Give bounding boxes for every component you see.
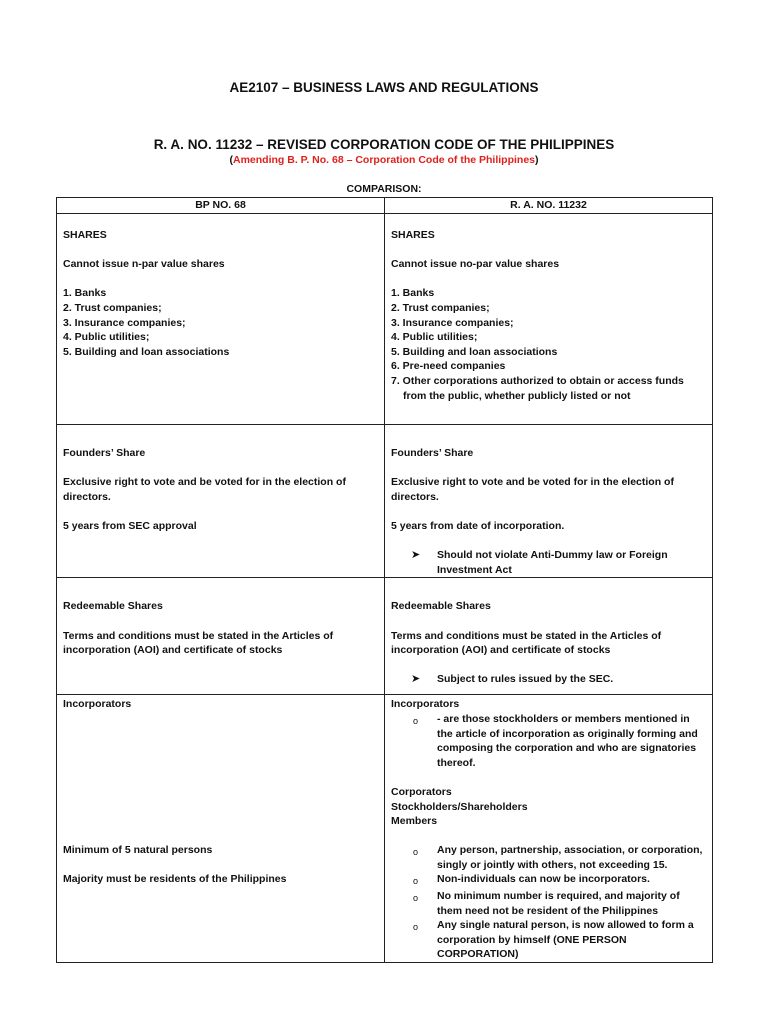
list-item: 4. Public utilities;	[391, 331, 478, 344]
redeemable-left-text: Terms and conditions must be stated in the Articles of incorporation (AOI) and certificate of stocks	[63, 629, 334, 657]
act-title: R. A. NO. 11232 – REVISED CORPORATION CODE OF THE PHILIPPINES	[153, 137, 615, 152]
founders-right-years: 5 years from date of incorporation.	[391, 519, 565, 532]
term-members: Members	[391, 815, 438, 828]
list-item-text	[437, 918, 706, 962]
founders-right-text: Exclusive right to vote and be voted for in the election of directors.	[391, 476, 674, 503]
table-header-row	[57, 198, 713, 214]
list-item: 3. Insurance companies;	[63, 316, 186, 329]
table-row-redeemable	[57, 578, 713, 695]
shares-left-heading: SHARES	[63, 229, 107, 241]
redeemable-right-bullet	[411, 672, 706, 687]
course-title: AE2107 – BUSINESS LAWS AND REGULATIONS	[229, 80, 539, 95]
list-item: 2. Trust companies;	[63, 301, 162, 314]
redeemable-left-heading: Redeemable Shares	[63, 600, 163, 613]
list-item-text: No minimum number is required, and majority of them need not be resident of the Philippines	[437, 890, 680, 917]
cell-founders-right	[385, 425, 713, 578]
incorporators-left-heading: Incorporators	[63, 698, 132, 711]
cell-founders-left	[57, 425, 385, 578]
shares-left-text: Cannot issue n-par value shares	[63, 258, 225, 271]
circle-bullet-icon: o	[413, 715, 419, 726]
table-row-incorporators	[57, 695, 713, 963]
founders-right-bullet-text: Should not violate Anti-Dummy law or Foreign Investment Act	[437, 549, 668, 576]
list-item: 5. Building and loan associations	[63, 345, 230, 358]
subtitle-open: (	[229, 154, 233, 166]
shares-left-list	[63, 286, 378, 359]
comparison-table	[56, 197, 713, 963]
comparison-label: COMPARISON:	[346, 183, 422, 195]
list-item	[413, 889, 706, 918]
subtitle-amending-text: Amending B. P. No. 68 – Corporation Code of the Philippines	[233, 154, 535, 166]
circle-bullet-icon: o	[413, 893, 419, 904]
subtitle-close: )	[535, 154, 539, 166]
incorporators-definition-text: - are those stockholders or members mentioned in the article of incorporation as originally forming and composing the corporation and who are signatories thereof.	[437, 712, 698, 769]
list-item: 6. Pre-need companies	[391, 360, 506, 373]
term-corporators: Corporators	[391, 785, 452, 798]
list-item-continuation: from the public, whether publicly listed or not	[403, 389, 631, 402]
founders-right-bullet	[411, 548, 706, 577]
cell-incorporators-right	[385, 695, 713, 963]
list-item	[413, 918, 706, 962]
redeemable-right-heading: Redeemable Shares	[391, 600, 491, 613]
incorporators-left-majority: Majority must be residents of the Philippines	[63, 873, 287, 886]
col-header-ra11232: R. A. NO. 11232	[385, 198, 713, 214]
subtitle	[0, 154, 768, 166]
founders-right-heading: Founders’ Share	[391, 447, 474, 459]
list-item: 7. Other corporations authorized to obtain or access funds	[391, 374, 684, 387]
shares-right-list	[391, 286, 706, 403]
founders-left-heading: Founders’ Share	[63, 447, 146, 459]
redeemable-right-text: Terms and conditions must be stated in the Articles of incorporation (AOI) and certificate of stocks	[391, 629, 662, 657]
table-row-shares	[57, 214, 713, 425]
redeemable-right-bullet-text: Subject to rules issued by the SEC.	[437, 673, 614, 686]
list-item: 4. Public utilities;	[63, 331, 150, 344]
cell-redeemable-right	[385, 578, 713, 695]
cell-incorporators-left	[57, 695, 385, 963]
arrow-bullet-icon: ➤	[411, 549, 421, 562]
arrow-bullet-icon: ➤	[411, 673, 421, 686]
term-stockholders: Stockholders/Shareholders	[391, 800, 528, 813]
cell-shares-right	[385, 214, 713, 425]
opc-text: Any single natural person, is now allowed to form a corporation by himself (	[437, 919, 694, 946]
list-item: 1. Banks	[391, 287, 435, 300]
circle-bullet-icon: o	[413, 922, 419, 933]
list-item-text: Non-individuals can now be incorporators.	[437, 873, 650, 886]
list-item	[413, 872, 706, 889]
opc-close: )	[514, 948, 519, 961]
circle-bullet-icon: o	[413, 847, 419, 858]
founders-left-years: 5 years from SEC approval	[63, 519, 197, 532]
list-item: 5. Building and loan associations	[391, 345, 558, 358]
shares-right-heading: SHARES	[391, 229, 435, 241]
list-item: 3. Insurance companies;	[391, 316, 514, 329]
list-item	[413, 843, 706, 872]
cell-redeemable-left	[57, 578, 385, 695]
founders-left-text: Exclusive right to vote and be voted for in the election of directors.	[63, 476, 346, 503]
incorporators-right-heading: Incorporators	[391, 698, 460, 711]
circle-bullet-icon: o	[413, 876, 419, 887]
list-item: 2. Trust companies;	[391, 301, 490, 314]
list-item-text: Any person, partnership, association, or corporation, singly or jointly with others, not exceeding 15.	[437, 844, 703, 871]
cell-shares-left	[57, 214, 385, 425]
list-item: 1. Banks	[63, 287, 107, 300]
opc-bold: ONE PERSON CORPORATION	[437, 933, 627, 961]
shares-right-text: Cannot issue no-par value shares	[391, 258, 560, 271]
incorporators-left-min: Minimum of 5 natural persons	[63, 843, 213, 856]
table-row-founders	[57, 425, 713, 578]
col-header-bp68: BP NO. 68	[57, 198, 385, 214]
incorporators-definition-item	[413, 712, 706, 770]
